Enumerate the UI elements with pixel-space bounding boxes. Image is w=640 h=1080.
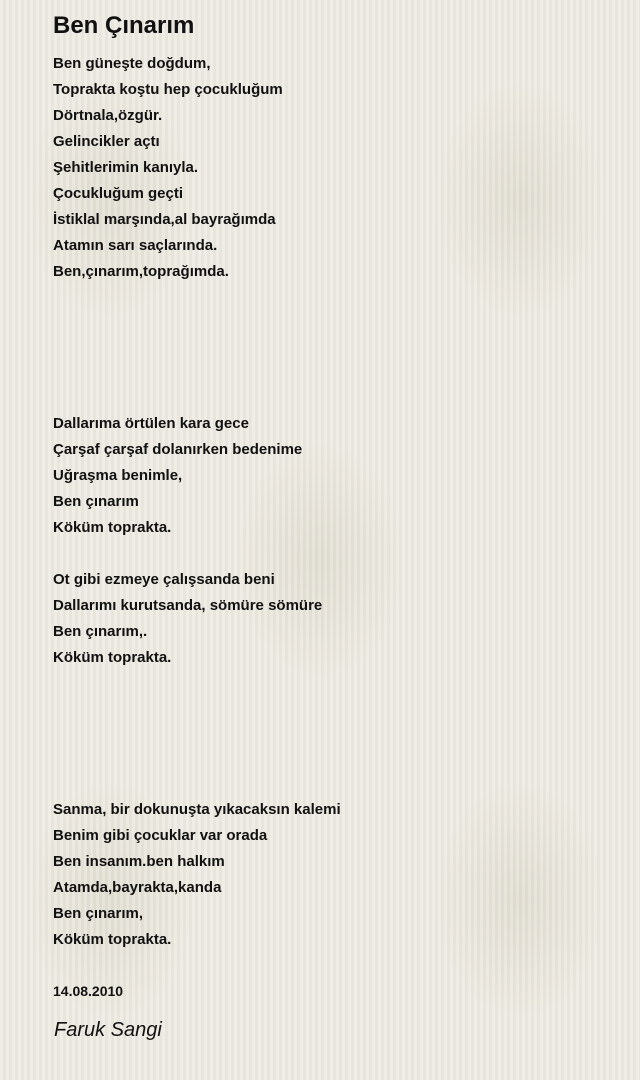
poem-line: Atamın sarı saçlarında.	[53, 237, 218, 254]
poem-line: Çocukluğum geçti	[53, 185, 184, 202]
poem-line: Köküm toprakta.	[53, 519, 172, 536]
poem-line: Köküm toprakta.	[53, 649, 172, 666]
poem-line: Çarşaf çarşaf dolanırken bedenime	[53, 441, 303, 458]
poem-line: Toprakta koştu hep çocukluğum	[53, 81, 283, 98]
poem-line: Ben çınarım	[53, 493, 139, 510]
poem-line: Atamda,bayrakta,kanda	[53, 879, 222, 896]
poem-line: Ben çınarım,	[53, 905, 144, 922]
stanza-2	[53, 411, 302, 541]
poem-line: Köküm toprakta.	[53, 931, 172, 948]
stanza-1	[53, 51, 283, 285]
poem-line: Dörtnala,özgür.	[53, 107, 163, 124]
poem-line: Benim gibi çocuklar var orada	[53, 827, 268, 844]
stanza-4	[53, 797, 341, 953]
poem-line: Ot gibi ezmeye çalışsanda beni	[53, 571, 275, 588]
poem-date: 14.08.2010	[53, 983, 124, 999]
poem-line: İstiklal marşında,al bayrağımda	[53, 211, 276, 228]
poem-line: Şehitlerimin kanıyla.	[53, 159, 199, 176]
stanza-3	[53, 567, 322, 671]
poem-title: Ben Çınarım	[53, 12, 195, 39]
poem-line: Sanma, bir dokunuşta yıkacaksın kalemi	[53, 801, 341, 818]
poem-line: Ben insanım.ben halkım	[53, 853, 225, 870]
poem-line: Gelincikler açtı	[53, 133, 160, 150]
poem-line: Ben çınarım,.	[53, 623, 148, 640]
poem-line: Ben güneşte doğdum,	[53, 55, 211, 72]
poem-line: Dallarımı kurutsanda, sömüre sömüre	[53, 597, 323, 614]
poem-line: Uğraşma benimle,	[53, 467, 183, 484]
poem-author: Faruk Sangi	[54, 1019, 162, 1041]
poem-line: Ben,çınarım,toprağımda.	[53, 263, 229, 280]
poem-line: Dallarıma örtülen kara gece	[53, 415, 249, 432]
